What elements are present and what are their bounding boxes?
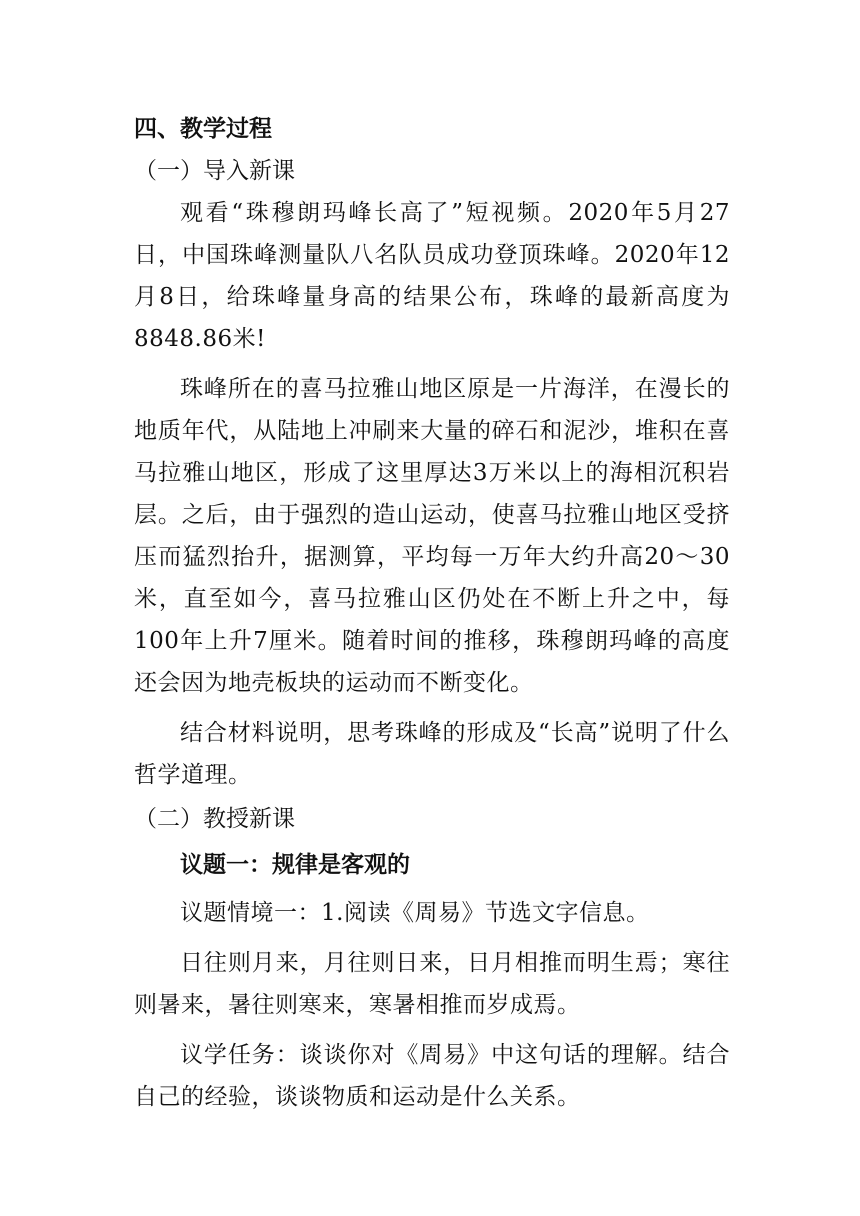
part1-paragraph-material: 珠峰所在的喜马拉雅山地区原是一片海洋，在漫长的地质年代，从陆地上冲刷来大量的碎石和泥沙，堆积在喜马拉雅山地区，形成了这里厚达3万米以上的海相沉积岩层。之后，由于强烈的造山运动，使喜马拉雅山地区受挤压而猛烈抬升，据测算，平均每一万年大约升高20～30米，直至如今，喜马拉雅山区仍处在不断上升之中，每100年上升7厘米。随着时间的推移，珠穆朗玛峰的高度还会因为地壳板块的运动而不断变化。 [134,376,730,696]
part2-paragraph-quote: 日往则月来，月往则日来，日月相推而明生焉；寒往则暑来，暑往则寒来，寒暑相推而岁成焉。 [134,950,730,1018]
part1-paragraph-video: 观看“珠穆朗玛峰长高了”短视频。2020年5月27日，中国珠峰测量队八名队员成功登顶珠峰。2020年12月8日，给珠峰量身高的结果公布，珠峰的最新高度为8848.86米! [134,200,730,352]
part2-paragraph-situation: 议题情境一：1.阅读《周易》节选文字信息。 [180,900,650,926]
part1-paragraph-question: 结合材料说明，思考珠峰的形成及“长高”说明了什么哲学道理。 [134,720,730,788]
section-title: 四、教学过程 [134,115,272,142]
part1-heading: （一）导入新课 [134,158,295,184]
part2-topic: 议题一：规律是客观的 [180,851,410,878]
part2-paragraph-task: 议学任务：谈谈你对《周易》中这句话的理解。结合自己的经验，谈谈物质和运动是什么关系。 [134,1042,730,1110]
part2-heading: （二）教授新课 [134,806,295,832]
document-body [134,108,730,1126]
